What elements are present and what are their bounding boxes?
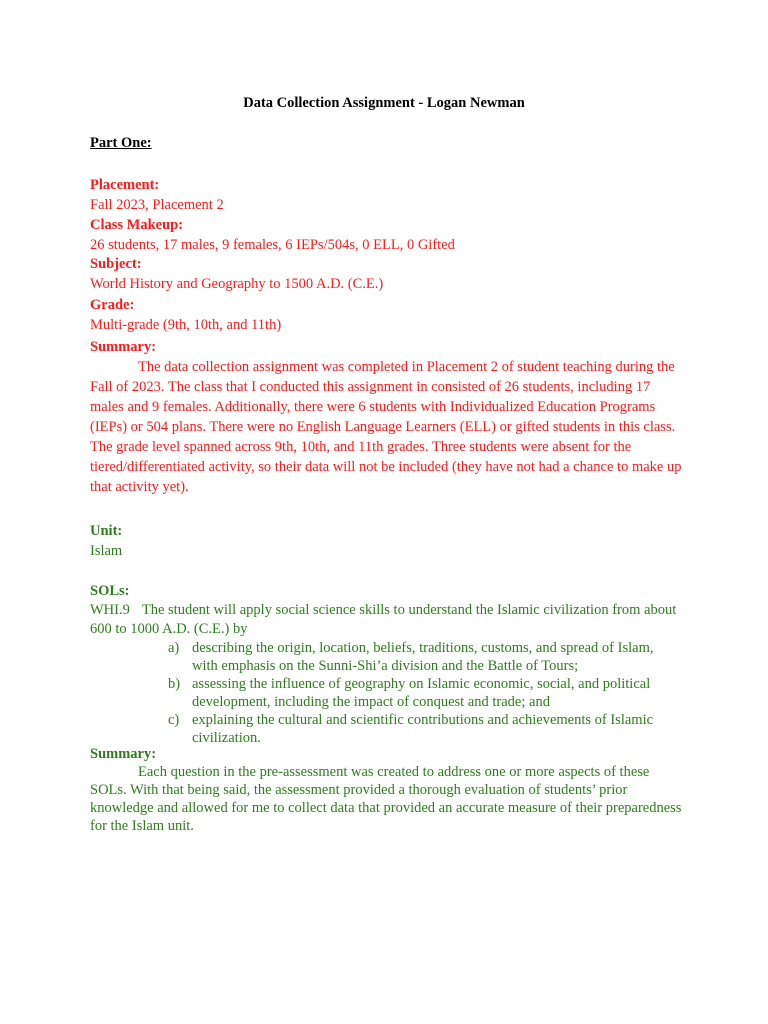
- sol-item-text: assessing the influence of geography on Islamic economic, social, and political development, including the impact of conquest and trade; and: [192, 676, 651, 710]
- subject-section: [90, 254, 682, 294]
- grade-label: Grade:: [90, 297, 135, 313]
- sol-item-marker: b): [168, 676, 181, 692]
- summary-one-label: Summary:: [90, 339, 157, 355]
- sols-label: SOLs:: [90, 583, 130, 599]
- sol-code: WHI.9: [90, 602, 130, 618]
- sol-item-text: describing the origin, location, beliefs, traditions, customs, and spread of Islam, with emphasis on the Sunni-Shi’a division and the Battle of Tours;: [192, 640, 654, 674]
- subject-label: Subject:: [90, 256, 142, 272]
- class-makeup-value: 26 students, 17 males, 9 females, 6 IEPs/504s, 0 ELL, 0 Gifted: [90, 237, 455, 253]
- summary-one-section: [90, 337, 682, 497]
- summary-two-text: Each question in the pre-assessment was created to address one or more aspects of these SOLs. With that being said, the assessment provided a thorough evaluation of students’ prior knowledge and allowed for me to collect data that provided an accurate measure of their preparedness for the Islam unit.: [90, 764, 682, 834]
- document-title: Data Collection Assignment - Logan Newman: [243, 95, 525, 111]
- class-makeup-section: [90, 215, 682, 255]
- unit-value: Islam: [90, 543, 123, 559]
- subject-value: World History and Geography to 1500 A.D. (C.E.): [90, 276, 384, 292]
- placement-label: Placement:: [90, 177, 160, 193]
- unit-label: Unit:: [90, 523, 123, 539]
- sol-item-marker: c): [168, 712, 180, 728]
- sol-item-marker: a): [168, 640, 180, 656]
- placement-section: [90, 175, 682, 215]
- summary-two-section: [90, 745, 682, 835]
- summary-one-text: The data collection assignment was completed in Placement 2 of student teaching during the Fall of 2023. The class that I conducted this assignment in consisted of 26 students, including 17 males and 9 females. Additionally, there were 6 students with Individualized Education Programs (IEPs) or 504 plans. There were no English Language Learners (ELL) or gifted students in this class. The grade level spanned across 9th, 10th, and 11th grades. Three students were absent for the tiered/differentiated activity, so their data will not be included (they have not had a chance to make up that activity yet).: [90, 359, 682, 495]
- summary-two-label: Summary:: [90, 746, 157, 762]
- sol-intro-text: The student will apply social science skills to understand the Islamic civilization from about 600 to 1000 A.D. (C.E.) by: [90, 602, 677, 637]
- class-makeup-label: Class Makeup:: [90, 217, 184, 233]
- sol-item: [90, 639, 682, 675]
- grade-section: [90, 295, 682, 335]
- grade-value: Multi-grade (9th, 10th, and 11th): [90, 317, 282, 333]
- sol-item-text: explaining the cultural and scientific contributions and achievements of Islamic civilization.: [192, 712, 654, 746]
- unit-section: [90, 521, 682, 561]
- sol-item: [90, 711, 682, 747]
- sol-item: [90, 675, 682, 711]
- sols-section: [90, 582, 682, 747]
- part-one-heading: Part One:: [90, 135, 152, 151]
- sol-items-list: [90, 639, 682, 747]
- placement-value: Fall 2023, Placement 2: [90, 197, 224, 213]
- sol-intro: [90, 601, 682, 639]
